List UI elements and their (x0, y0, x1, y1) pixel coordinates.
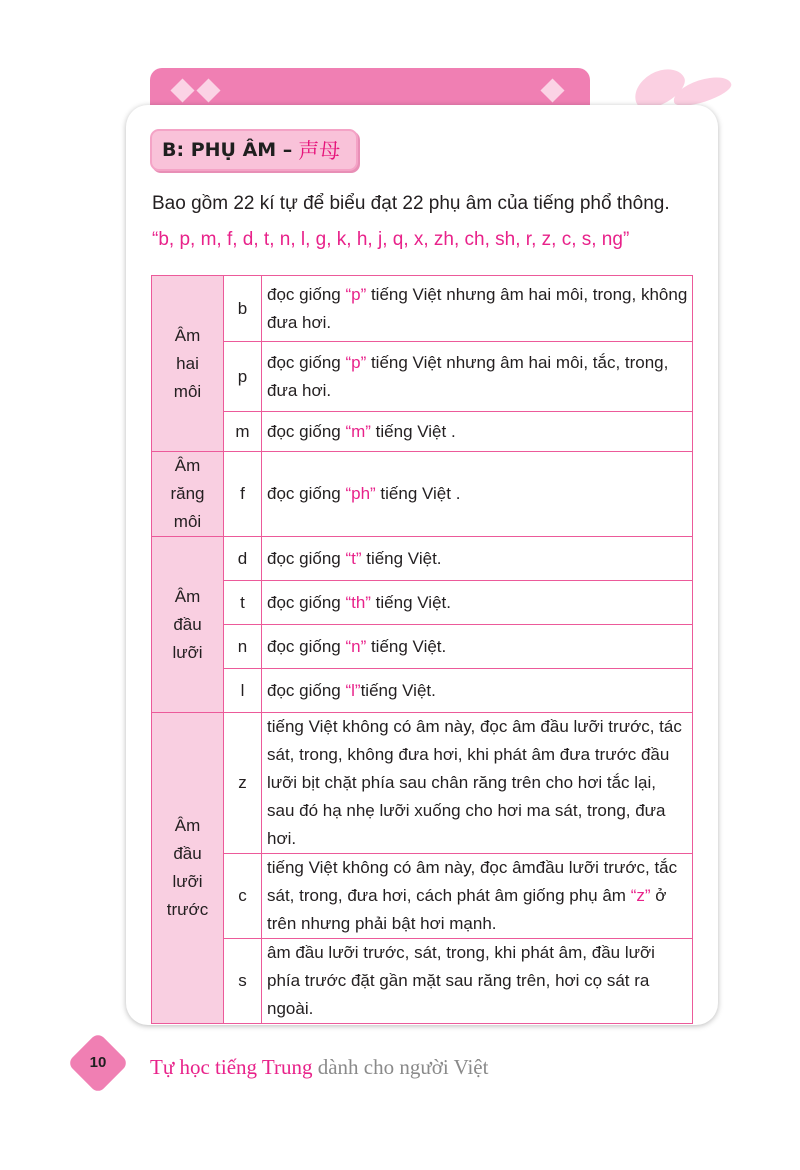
diamond-ornament-icon (540, 78, 564, 102)
consonant-table (151, 275, 693, 1024)
footer-title (150, 1055, 488, 1080)
description-text: tiếng Việt . (370, 421, 456, 441)
description-text: đọc giống (267, 680, 346, 700)
table-row (152, 625, 693, 669)
description-text: đọc giống (267, 636, 346, 656)
consonant-letter: t (224, 581, 262, 625)
description-text: đọc giống (267, 421, 346, 441)
table-row (152, 412, 693, 452)
footer-title-rest: dành cho người Việt (312, 1055, 489, 1079)
highlighted-sound: “z” (630, 886, 651, 905)
group-label-line: Âm (174, 586, 201, 606)
group-label-line: Âm (174, 325, 201, 345)
consonant-letter: l (224, 669, 262, 713)
table-row (152, 854, 693, 939)
group-label-line: môi (173, 381, 202, 401)
content-card (126, 105, 718, 1025)
group-label-line: lưỡi (172, 872, 203, 891)
highlighted-sound: “p” (345, 352, 367, 372)
consonant-letter: p (224, 342, 262, 412)
group-label-line: hai (176, 353, 199, 373)
consonant-letter: f (224, 452, 262, 537)
table-row (152, 939, 693, 1024)
consonant-description (262, 669, 693, 713)
diamond-ornament-icon (196, 78, 220, 102)
consonant-description (262, 537, 693, 581)
table-row (152, 537, 693, 581)
group-label-line: trước (166, 900, 209, 919)
footer-title-highlight: Tự học tiếng Trung (150, 1055, 313, 1079)
table-row (152, 452, 693, 537)
consonant-group-cell (152, 276, 224, 452)
consonant-description (262, 342, 693, 412)
consonant-description (262, 625, 693, 669)
intro-text: Bao gồm 22 kí tự để biểu đạt 22 phụ âm của tiếng phổ thông. (152, 193, 670, 214)
highlighted-sound: “ph” (345, 484, 376, 503)
description-text: tiếng Việt không có âm này, đọc âm đầu lưỡi trước, tác sát, trong, không đưa hơi, khi phát âm đưa trước đầu lưỡi bịt chặt phía sau chân răng trên cho hơi tắc lại, sau đó hạ nhẹ lưỡi xuống cho hơi ma sát, trong, đưa hơi. (267, 717, 682, 848)
description-text: tiếng Việt nhưng âm hai môi, trong, không đưa hơi. (267, 284, 688, 332)
consonant-letter: z (224, 713, 262, 854)
section-heading (150, 129, 358, 171)
consonant-letter: b (224, 276, 262, 342)
highlighted-sound: “t” (345, 548, 362, 568)
highlighted-sound: “th” (345, 592, 371, 612)
table-row (152, 276, 693, 342)
consonant-description (262, 412, 693, 452)
description-text: đọc giống (267, 352, 346, 372)
consonant-description (262, 939, 693, 1024)
group-label-line: răng (170, 484, 205, 503)
diamond-ornament-icon (170, 78, 194, 102)
group-label-line: môi (173, 512, 202, 531)
consonant-letter: c (224, 854, 262, 939)
consonant-letter: n (224, 625, 262, 669)
consonant-description (262, 452, 693, 537)
consonant-letter: m (224, 412, 262, 452)
description-text: tiếng Việt . (375, 484, 461, 503)
description-text: tiếng Việt. (366, 636, 447, 656)
section-heading-chinese: 声母 (298, 139, 341, 163)
consonant-group-cell (152, 537, 224, 713)
description-text: đọc giống (267, 548, 346, 568)
consonant-letter: s (224, 939, 262, 1024)
highlighted-sound: “p” (345, 284, 367, 304)
consonant-letter: d (224, 537, 262, 581)
group-label-line: Âm (174, 816, 201, 835)
consonant-group-cell (152, 452, 224, 537)
group-label-line: Âm (174, 456, 201, 475)
consonant-group-cell (152, 713, 224, 1024)
section-heading-text: B: PHỤ ÂM – (162, 139, 293, 161)
table-row (152, 669, 693, 713)
description-text: tiếng Việt nhưng âm hai môi, tắc, trong, đưa hơi. (267, 352, 669, 400)
description-text: tiếng Việt. (370, 592, 451, 612)
description-text: tiếng Việt. (360, 680, 436, 700)
description-text: ở trên nhưng phải bật hơi mạnh. (267, 886, 667, 933)
table-row (152, 713, 693, 854)
consonant-description (262, 581, 693, 625)
description-text: đọc giống (267, 592, 346, 612)
description-text: đọc giống (267, 284, 346, 304)
description-text: âm đầu lưỡi trước, sát, trong, khi phát âm, đầu lưỡi phía trước đặt gần mặt sau răng trên, hơi cọ sát ra ngoài. (267, 943, 655, 1018)
consonant-description (262, 854, 693, 939)
highlighted-sound: “l” (345, 680, 361, 700)
page-number: 10 (89, 1054, 107, 1071)
consonant-description (262, 276, 693, 342)
highlighted-sound: “n” (345, 636, 367, 656)
table-row (152, 581, 693, 625)
group-label-line: đầu (173, 614, 202, 634)
consonant-list: “b, p, m, f, d, t, n, l, g, k, h, j, q, x, zh, ch, sh, r, z, c, s, ng” (152, 229, 630, 250)
group-label-line: đầu (173, 844, 202, 863)
description-text: đọc giống (267, 484, 346, 503)
description-text: tiếng Việt không có âm này, đọc âmđầu lưỡi trước, tắc sát, trong, đưa hơi, cách phát âm giống phụ âm (267, 858, 678, 905)
group-label-line: lưỡi (172, 642, 203, 662)
table-row (152, 342, 693, 412)
consonant-description (262, 713, 693, 854)
highlighted-sound: “m” (345, 421, 371, 441)
description-text: tiếng Việt. (361, 548, 442, 568)
